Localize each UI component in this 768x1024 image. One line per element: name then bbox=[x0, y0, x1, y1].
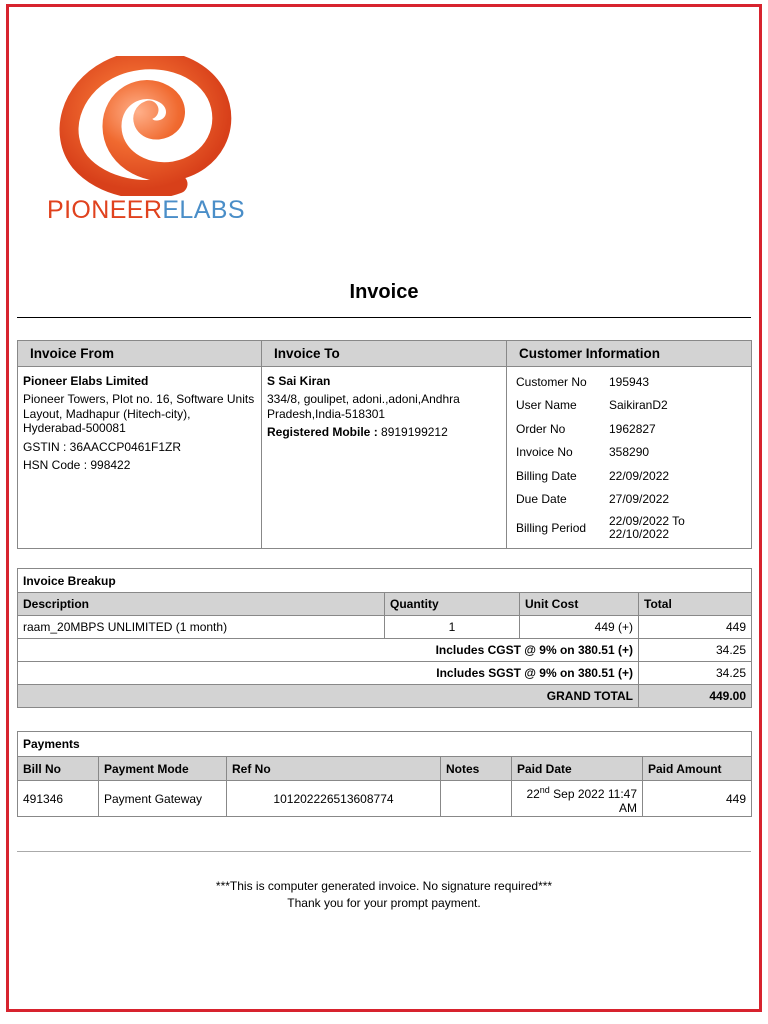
due-date-row: Due Date 27/09/2022 bbox=[516, 491, 670, 506]
notes bbox=[441, 781, 512, 817]
col-notes: Notes bbox=[441, 757, 512, 781]
col-bill-no: Bill No bbox=[18, 757, 99, 781]
parties-table bbox=[17, 340, 752, 549]
footer-note: ***This is computer generated invoice. No signature required*** bbox=[215, 879, 553, 893]
customer-info-header: Customer Information bbox=[507, 341, 752, 367]
buyer-name: S Sai Kiran bbox=[267, 374, 331, 388]
invoice-to-cell bbox=[262, 367, 507, 549]
item-description: raam_20MBPS UNLIMITED (1 month) bbox=[18, 616, 385, 639]
cgst-row bbox=[18, 639, 752, 662]
spiral-logo-icon bbox=[46, 56, 246, 196]
breakup-title: Invoice Breakup bbox=[18, 569, 752, 593]
footer-divider bbox=[17, 851, 751, 852]
company-logo bbox=[46, 56, 246, 226]
item-quantity: 1 bbox=[385, 616, 520, 639]
col-paid-date: Paid Date bbox=[512, 757, 643, 781]
customer-info-cell bbox=[507, 367, 752, 549]
paid-amount: 449 bbox=[643, 781, 752, 817]
sgst-value: 34.25 bbox=[639, 662, 752, 685]
seller-hsn: HSN Code : 998422 bbox=[23, 457, 131, 472]
billing-period-row: Billing Period 22/09/2022 To 22/10/2022 bbox=[516, 514, 685, 542]
col-paid-amount: Paid Amount bbox=[643, 757, 752, 781]
item-unit-cost: 449 (+) bbox=[520, 616, 639, 639]
invoice-to-header: Invoice To bbox=[262, 341, 507, 367]
table-row bbox=[18, 781, 752, 817]
payments-title: Payments bbox=[18, 732, 752, 757]
sgst-label: Includes SGST @ 9% on 380.51 (+) bbox=[18, 662, 639, 685]
invoice-no-row: Invoice No 358290 bbox=[516, 445, 650, 460]
sgst-row bbox=[18, 662, 752, 685]
col-total: Total bbox=[639, 593, 752, 616]
seller-address: Pioneer Towers, Plot no. 16, Software Units Layout, Madhapur (Hitech-city), Hyderabad-500081 bbox=[23, 392, 255, 436]
table-row bbox=[18, 616, 752, 639]
title-divider bbox=[17, 317, 751, 318]
col-payment-mode: Payment Mode bbox=[99, 757, 227, 781]
seller-gstin: GSTIN : 36AACCP0461F1ZR bbox=[23, 439, 182, 454]
invoice-from-cell bbox=[18, 367, 262, 549]
col-unit-cost: Unit Cost bbox=[520, 593, 639, 616]
cgst-value: 34.25 bbox=[639, 639, 752, 662]
seller-name: Pioneer Elabs Limited bbox=[23, 374, 149, 388]
col-quantity: Quantity bbox=[385, 593, 520, 616]
customer-no-row: Customer No 195943 bbox=[516, 375, 650, 389]
order-no-row: Order No 1962827 bbox=[516, 421, 656, 436]
invoice-from-header: Invoice From bbox=[18, 341, 262, 367]
buyer-mobile bbox=[267, 425, 501, 439]
grand-total-row bbox=[18, 685, 752, 708]
paid-date: 22nd Sep 2022 11:47 AM bbox=[512, 781, 643, 817]
item-total: 449 bbox=[639, 616, 752, 639]
footer bbox=[0, 878, 768, 912]
logo-wordmark: PIONEERELABS bbox=[47, 196, 245, 224]
ref-no: 101202226513608774 bbox=[227, 781, 441, 817]
mobile-value: 8919199212 bbox=[381, 425, 448, 440]
payments-table bbox=[17, 731, 752, 817]
col-description: Description bbox=[18, 593, 385, 616]
footer-thanks: Thank you for your prompt payment. bbox=[287, 896, 481, 910]
payment-mode: Payment Gateway bbox=[99, 781, 227, 817]
user-name-row: User Name SaikiranD2 bbox=[516, 398, 668, 413]
page-title: Invoice bbox=[349, 281, 419, 303]
grand-total-value: 449.00 bbox=[639, 685, 752, 708]
col-ref-no: Ref No bbox=[227, 757, 441, 781]
invoice-breakup-table bbox=[17, 568, 752, 708]
billing-date-row: Billing Date 22/09/2022 bbox=[516, 468, 670, 483]
grand-total-label: GRAND TOTAL bbox=[18, 685, 639, 708]
cgst-label: Includes CGST @ 9% on 380.51 (+) bbox=[18, 639, 639, 662]
buyer-address: 334/8, goulipet, adoni.,adoni,Andhra Pradesh,India-518301 bbox=[267, 392, 460, 421]
bill-no: 491346 bbox=[18, 781, 99, 817]
mobile-label: Registered Mobile : bbox=[267, 425, 378, 440]
